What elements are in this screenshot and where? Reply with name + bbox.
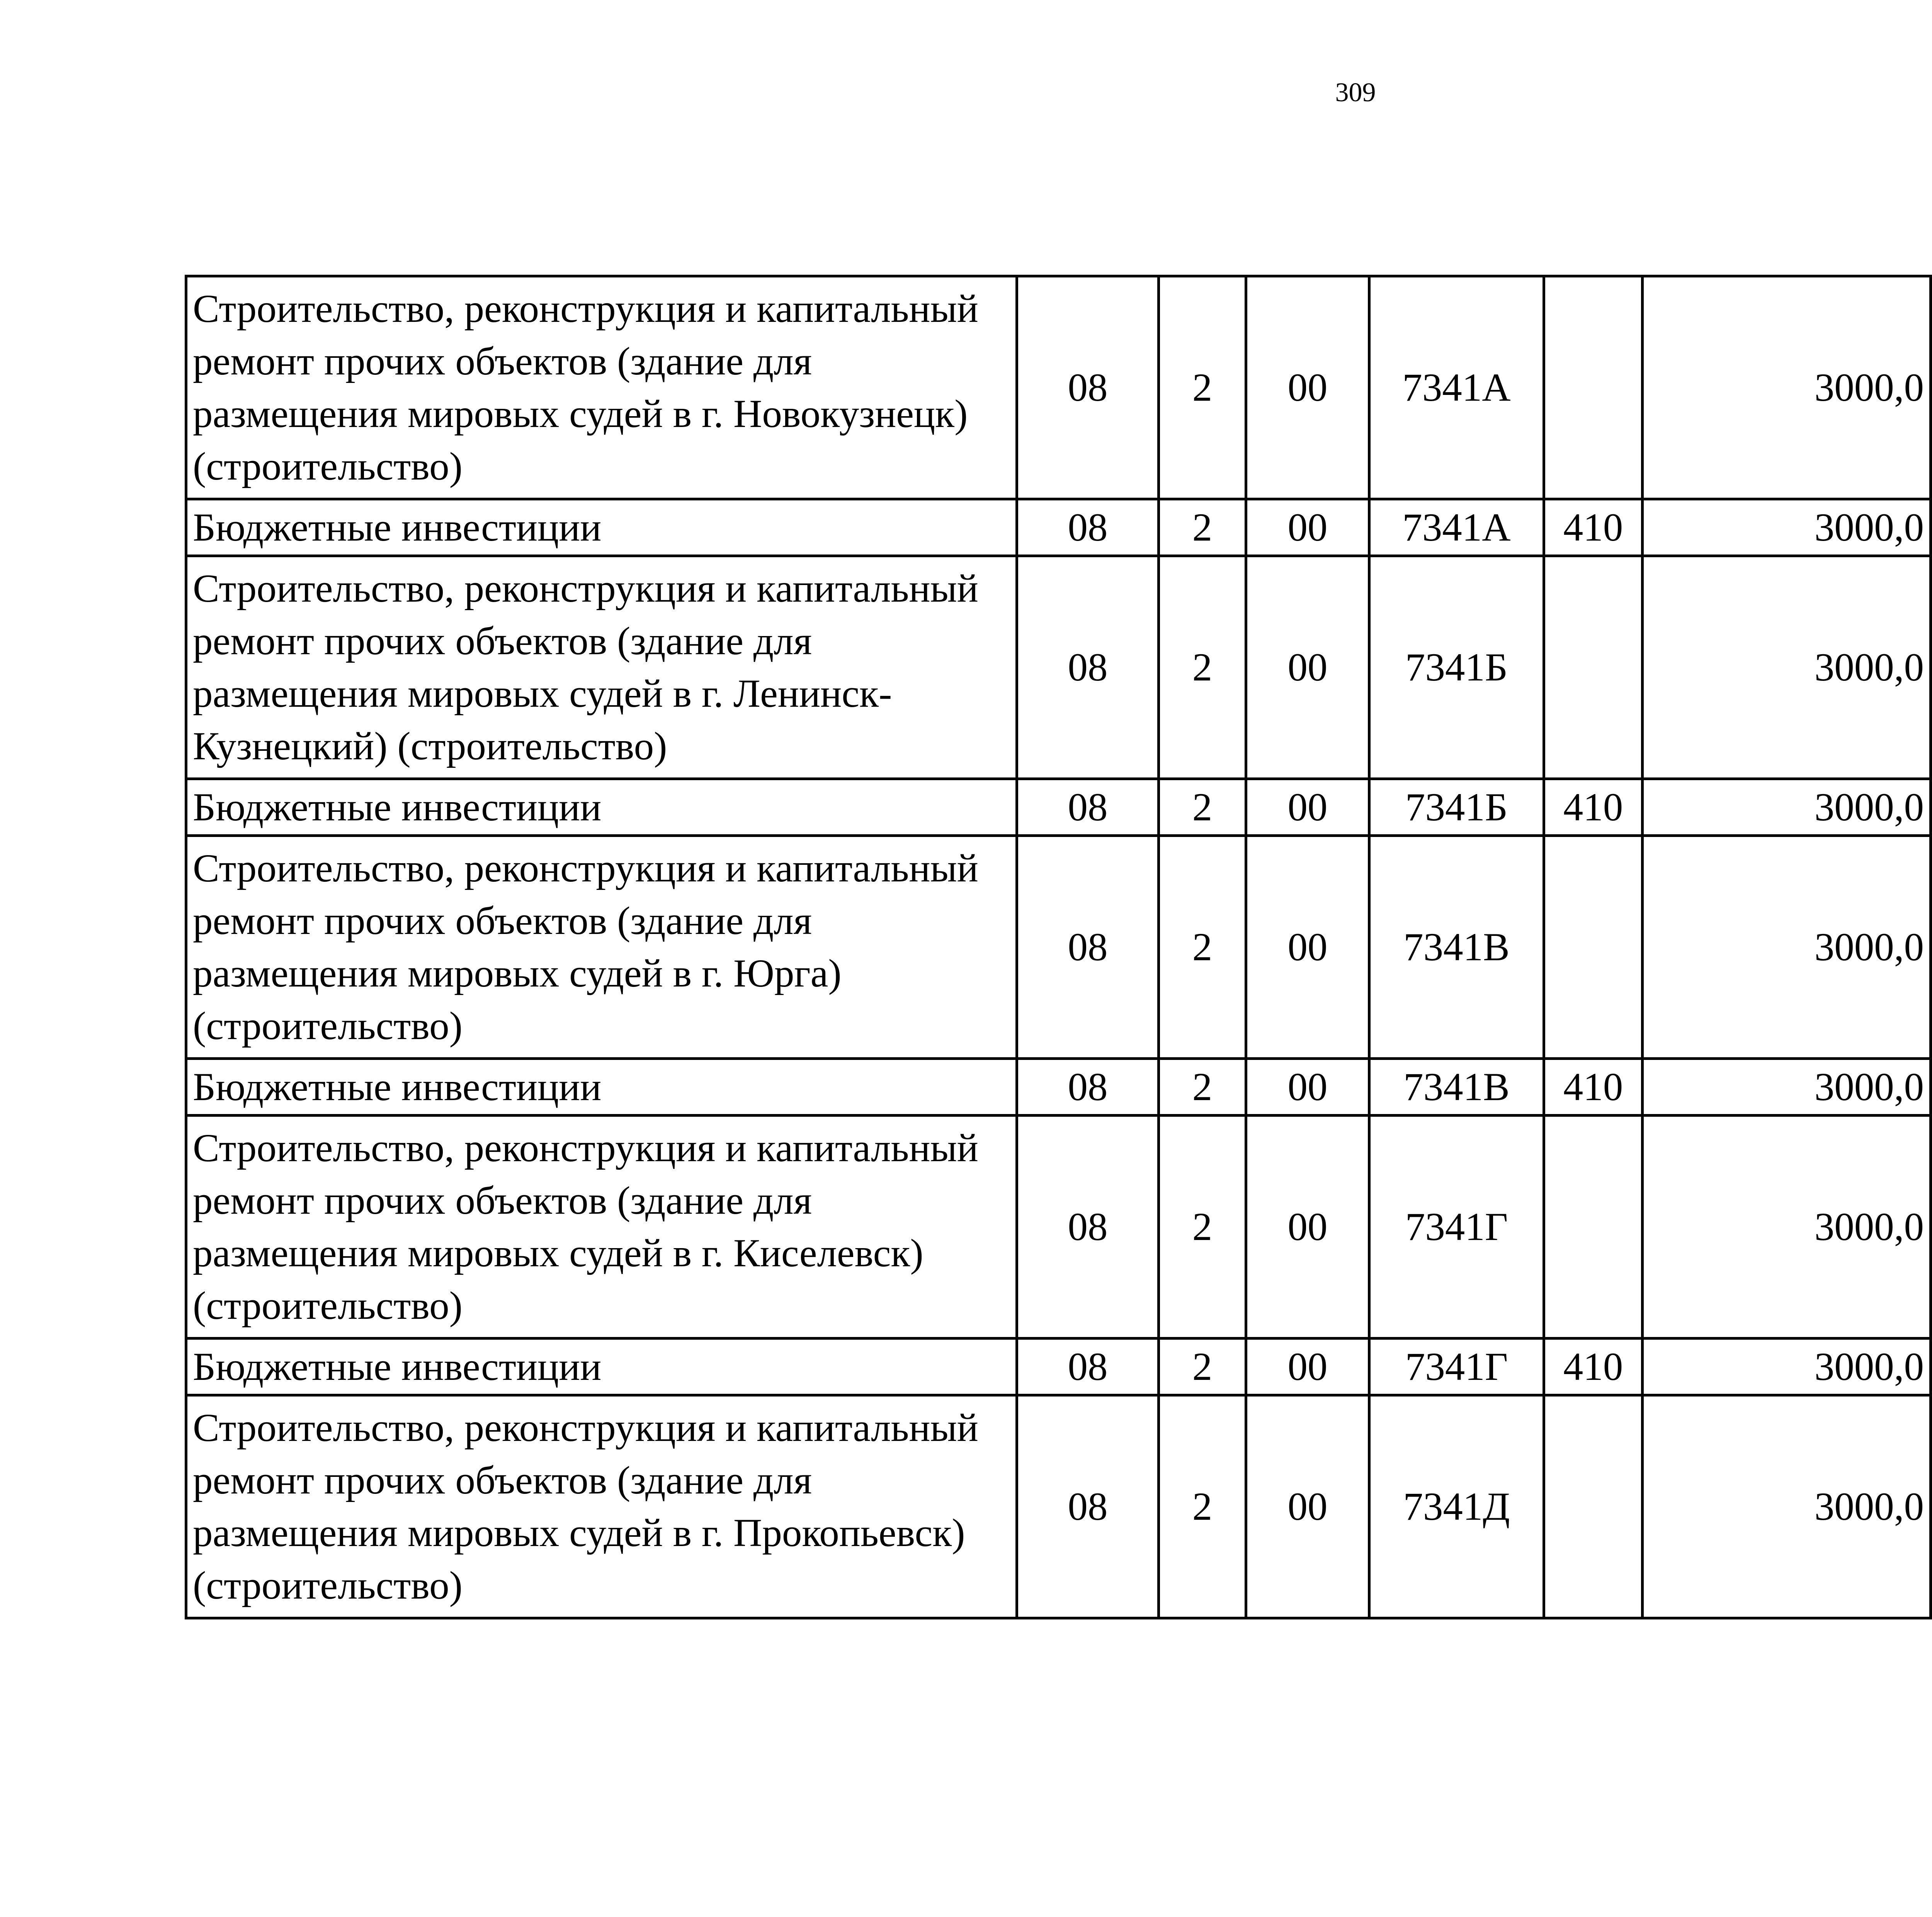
cell-subsection: 2 — [1159, 276, 1246, 499]
cell-expense-type: 410 — [1544, 499, 1643, 556]
cell-amount: 3000,0 — [1643, 836, 1931, 1059]
cell-program: 00 — [1246, 556, 1369, 779]
cell-expense-type: 410 — [1544, 1059, 1643, 1116]
cell-col8 — [1931, 1339, 1932, 1395]
cell-expense-type: 410 — [1544, 1339, 1643, 1395]
cell-article: 7341Б — [1369, 556, 1544, 779]
cell-col8 — [1931, 836, 1932, 1059]
cell-subsection: 2 — [1159, 1339, 1246, 1395]
cell-article: 7341Б — [1369, 779, 1544, 836]
cell-section: 08 — [1017, 1395, 1159, 1618]
cell-amount: 3000,0 — [1643, 1339, 1931, 1395]
table-row — [186, 1339, 1932, 1395]
cell-amount: 3000,0 — [1643, 1116, 1931, 1339]
cell-program: 00 — [1246, 1059, 1369, 1116]
cell-program: 00 — [1246, 779, 1369, 836]
table-row — [186, 499, 1932, 556]
cell-amount: 3000,0 — [1643, 276, 1931, 499]
cell-section: 08 — [1017, 836, 1159, 1059]
cell-article: 7341А — [1369, 276, 1544, 499]
cell-name: Бюджетные инвестиции — [186, 499, 1017, 556]
cell-article: 7341Д — [1369, 1395, 1544, 1618]
cell-col8 — [1931, 1116, 1932, 1339]
cell-section: 08 — [1017, 779, 1159, 836]
cell-section: 08 — [1017, 276, 1159, 499]
cell-subsection: 2 — [1159, 1059, 1246, 1116]
cell-program: 00 — [1246, 276, 1369, 499]
cell-article: 7341А — [1369, 499, 1544, 556]
table-row — [186, 276, 1932, 499]
cell-program: 00 — [1246, 836, 1369, 1059]
cell-expense-type — [1544, 836, 1643, 1059]
cell-program: 00 — [1246, 1395, 1369, 1618]
cell-name: Бюджетные инвестиции — [186, 1059, 1017, 1116]
cell-section: 08 — [1017, 1339, 1159, 1395]
cell-article: 7341Г — [1369, 1116, 1544, 1339]
cell-section: 08 — [1017, 1059, 1159, 1116]
cell-name: Бюджетные инвестиции — [186, 1339, 1017, 1395]
cell-amount: 3000,0 — [1643, 779, 1931, 836]
cell-name: Строительство, реконструкция и капитальный ремонт прочих объектов (здание для размещения мировых судей в г. Киселевск) (строительство) — [186, 1116, 1017, 1339]
cell-subsection: 2 — [1159, 836, 1246, 1059]
cell-expense-type — [1544, 1395, 1643, 1618]
table-row — [186, 1395, 1932, 1618]
cell-subsection: 2 — [1159, 1395, 1246, 1618]
cell-amount: 3000,0 — [1643, 499, 1931, 556]
budget-table — [185, 275, 1932, 1619]
cell-expense-type — [1544, 556, 1643, 779]
cell-subsection: 2 — [1159, 499, 1246, 556]
cell-section: 08 — [1017, 556, 1159, 779]
cell-section: 08 — [1017, 1116, 1159, 1339]
cell-amount: 3000,0 — [1643, 556, 1931, 779]
cell-name: Строительство, реконструкция и капитальный ремонт прочих объектов (здание для размещения мировых судей в г. Юрга) (строительство) — [186, 836, 1017, 1059]
cell-program: 00 — [1246, 1116, 1369, 1339]
cell-program: 00 — [1246, 1339, 1369, 1395]
cell-col8 — [1931, 1059, 1932, 1116]
table-row — [186, 1059, 1932, 1116]
table-row — [186, 779, 1932, 836]
cell-article: 7341Г — [1369, 1339, 1544, 1395]
table-row — [186, 836, 1932, 1059]
cell-subsection: 2 — [1159, 556, 1246, 779]
cell-article: 7341В — [1369, 1059, 1544, 1116]
table-row — [186, 556, 1932, 779]
cell-section: 08 — [1017, 499, 1159, 556]
cell-expense-type — [1544, 276, 1643, 499]
cell-name: Строительство, реконструкция и капитальный ремонт прочих объектов (здание для размещения мировых судей в г. Новокузнецк) (строительство) — [186, 276, 1017, 499]
cell-amount: 3000,0 — [1643, 1059, 1931, 1116]
cell-name: Строительство, реконструкция и капитальный ремонт прочих объектов (здание для размещения мировых судей в г. Прокопьевск) (строительство) — [186, 1395, 1017, 1618]
cell-article: 7341В — [1369, 836, 1544, 1059]
cell-amount: 3000,0 — [1643, 1395, 1931, 1618]
cell-col8 — [1931, 1395, 1932, 1618]
cell-expense-type — [1544, 1116, 1643, 1339]
cell-col8 — [1931, 499, 1932, 556]
cell-col8 — [1931, 556, 1932, 779]
cell-expense-type: 410 — [1544, 779, 1643, 836]
page-number: 309 — [1335, 78, 1376, 107]
cell-name: Бюджетные инвестиции — [186, 779, 1017, 836]
cell-program: 00 — [1246, 499, 1369, 556]
cell-subsection: 2 — [1159, 779, 1246, 836]
cell-col8 — [1931, 779, 1932, 836]
cell-subsection: 2 — [1159, 1116, 1246, 1339]
table-row — [186, 1116, 1932, 1339]
cell-col8 — [1931, 276, 1932, 499]
cell-name: Строительство, реконструкция и капитальный ремонт прочих объектов (здание для размещения мировых судей в г. Ленинск-Кузнецкий) (строительство) — [186, 556, 1017, 779]
